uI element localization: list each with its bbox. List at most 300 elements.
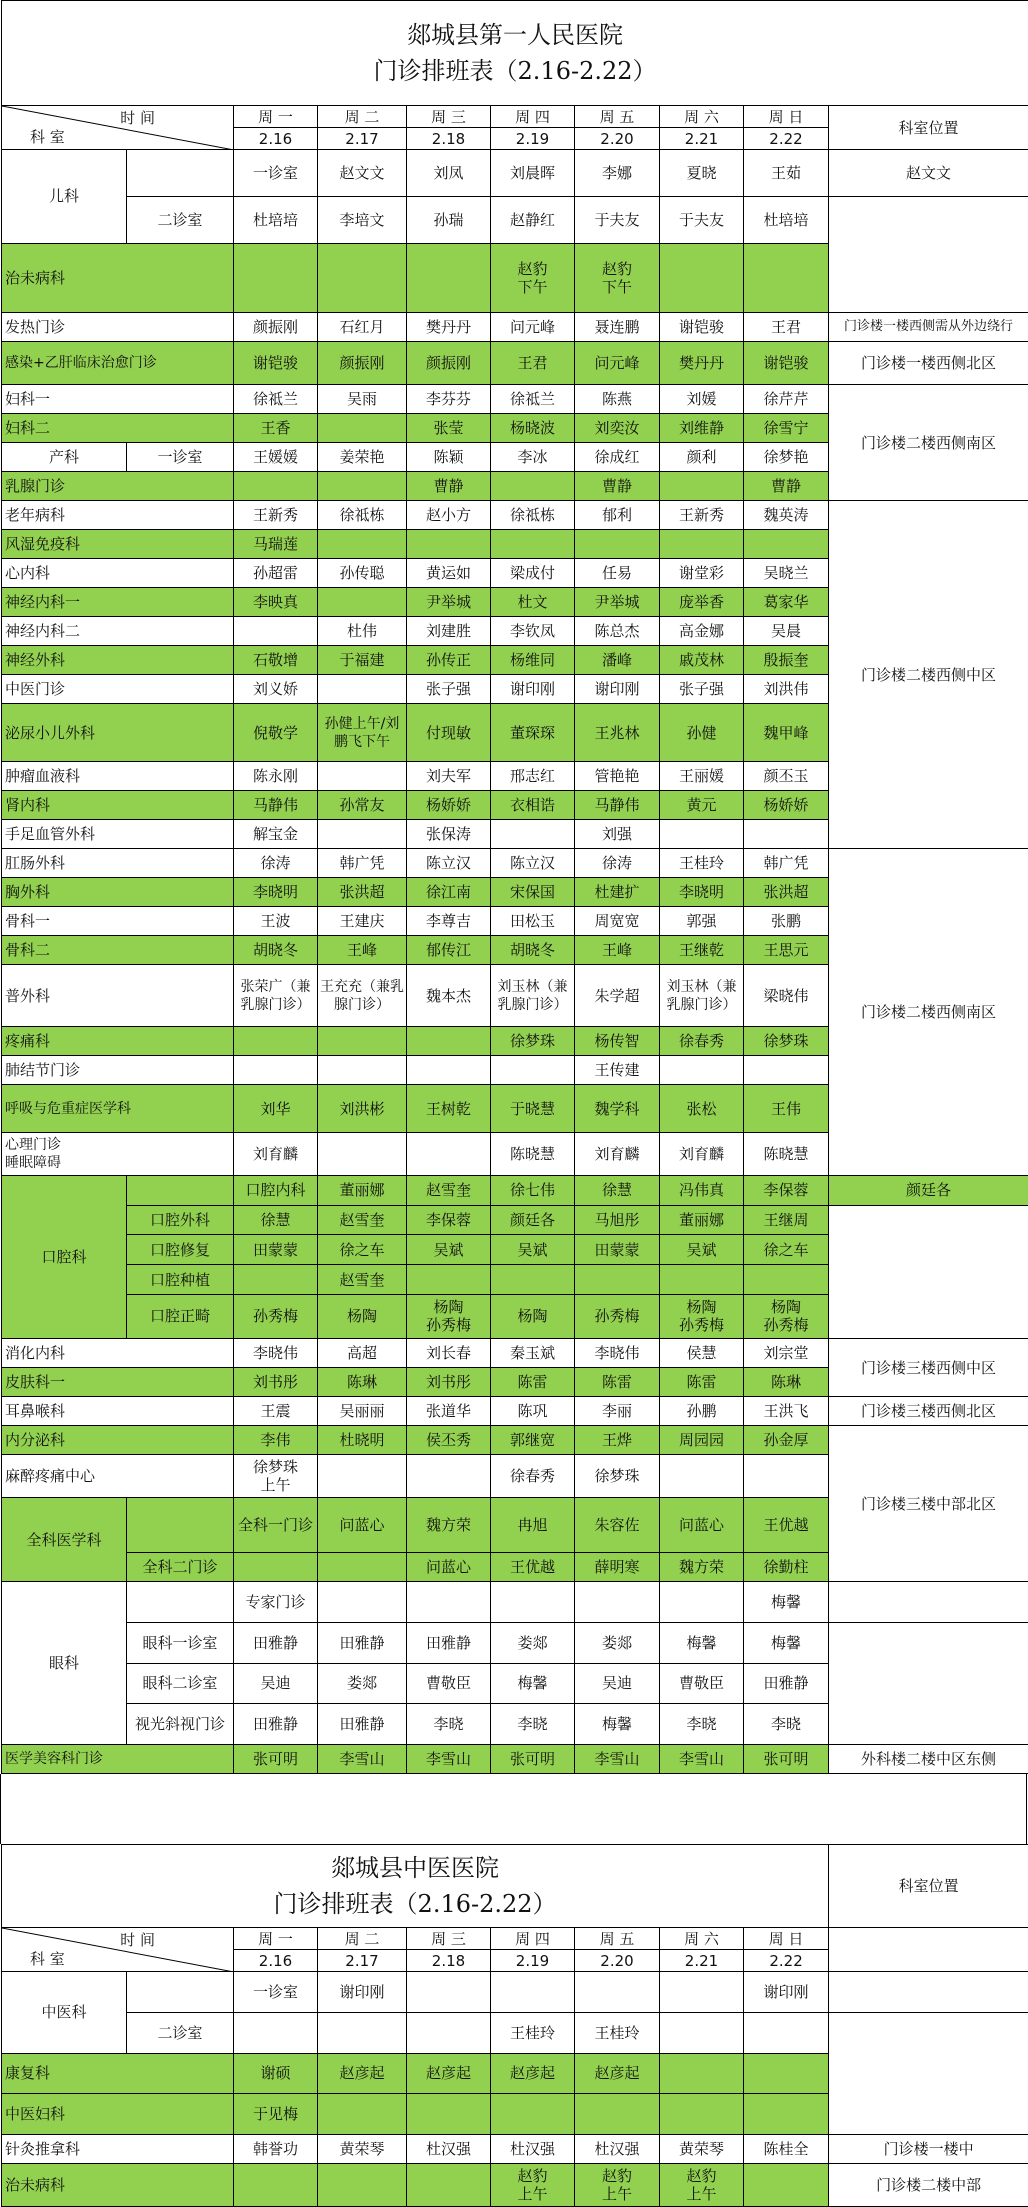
h1-sub-dept: 口腔种植	[127, 1265, 234, 1295]
h1-doctor-cell: 吴迪	[575, 1663, 660, 1704]
h1-doctor-cell: 田雅静	[407, 1622, 491, 1663]
h1-doctor-cell: 魏方荣	[660, 1553, 744, 1582]
h1-doctor-cell: 颜廷各	[491, 1205, 575, 1235]
h1-doctor-cell: 曹静	[407, 472, 491, 501]
h1-dept-name: 肺结节门诊	[2, 1056, 234, 1085]
h1-doctor-cell: 杜文	[491, 588, 575, 617]
h1-doctor-cell: 王兆林	[575, 704, 660, 762]
h1-doctor-cell	[407, 1027, 491, 1056]
h1-doctor-cell: 杨陶 孙秀梅	[660, 1294, 744, 1338]
h1-doctor-cell: 田雅静	[234, 1704, 318, 1745]
h1-doctor-cell: 郁利	[575, 501, 660, 530]
h2-doctor-cell	[575, 1972, 660, 2013]
h1-doctor-cell: 王媛媛	[234, 443, 318, 472]
h1-location-cell: 门诊楼三楼西侧北区	[829, 1397, 1028, 1426]
hospital1-schedule-table	[1, 0, 1028, 1774]
h2-doctor-cell	[491, 2094, 575, 2135]
h1-doctor-cell: 徐芹芹	[744, 385, 829, 414]
h1-sub-dept: 眼科二诊室	[127, 1663, 234, 1704]
h1-doctor-cell: 梅馨	[744, 1622, 829, 1663]
h1-doctor-cell: 王传建	[575, 1056, 660, 1085]
h1-dept-label: 科 室	[30, 128, 65, 146]
h1-doctor-cell: 王充充（兼乳腺门诊）	[318, 965, 407, 1027]
h1-doctor-cell	[407, 1455, 491, 1498]
h2-doctor-cell	[407, 2164, 491, 2207]
h2-title-cell	[2, 1845, 829, 1928]
h1-doctor-cell: 刘玉林（兼乳腺门诊）	[491, 965, 575, 1027]
h2-weekday-1: 周 一	[234, 1928, 318, 1950]
h1-doctor-cell: 娄郯	[491, 1622, 575, 1663]
h1-dept-name: 胸外科	[2, 878, 234, 907]
h1-doctor-cell: 问蓝心	[660, 1498, 744, 1553]
h1-doctor-cell: 杨陶 孙秀梅	[744, 1294, 829, 1338]
h2-dept-name	[127, 1972, 234, 2013]
h1-doctor-cell	[318, 414, 407, 443]
h1-doctor-cell: 韩广凭	[744, 849, 829, 878]
h1-doctor-cell: 张荣广（兼乳腺门诊）	[234, 965, 318, 1027]
h1-location-cell: 门诊楼三楼西侧中区	[829, 1339, 1028, 1397]
h1-sub-dept: 二诊室	[127, 196, 234, 243]
h1-doctor-cell: 庞举香	[660, 588, 744, 617]
h2-doctor-cell: 韩誉功	[234, 2135, 318, 2164]
h1-doctor-cell: 刘晨晖	[491, 150, 575, 197]
h1-doctor-cell	[318, 1582, 407, 1623]
h1-group-yanke: 眼科	[2, 1582, 127, 1745]
h1-doctor-cell: 刘媛	[660, 385, 744, 414]
h2-dept-name: 针灸推拿科	[2, 2135, 234, 2164]
h1-doctor-cell: 周园园	[660, 1426, 744, 1455]
h1-doctor-cell: 郭强	[660, 907, 744, 936]
h1-date-4: 2.19	[491, 128, 575, 150]
h1-doctor-cell: 徐祗栋	[318, 501, 407, 530]
h1-doctor-cell: 王优越	[744, 1498, 829, 1553]
h1-doctor-cell	[491, 1265, 575, 1295]
h2-doctor-cell: 杜汉强	[575, 2135, 660, 2164]
h1-doctor-cell: 陈雷	[491, 1368, 575, 1397]
h1-doctor-cell: 刘书彤	[407, 1368, 491, 1397]
h1-row	[2, 849, 1028, 878]
h1-row	[2, 1265, 1028, 1295]
h1-dept-name: 骨科一	[2, 907, 234, 936]
h1-dept-name	[127, 1582, 234, 1623]
h2-date-6: 2.21	[660, 1950, 744, 1972]
h1-doctor-cell: 徐江南	[407, 878, 491, 907]
h1-doctor-cell: 王伟	[744, 1085, 829, 1133]
h1-doctor-cell: 曹静	[575, 472, 660, 501]
h1-doctor-cell	[491, 472, 575, 501]
h2-location-header: 科室位置	[829, 1845, 1028, 1928]
h1-doctor-cell	[234, 617, 318, 646]
h2-doctor-cell	[744, 2012, 829, 2053]
h1-doctor-cell: 田雅静	[234, 1622, 318, 1663]
h1-doctor-cell: 张洪超	[318, 878, 407, 907]
h1-doctor-cell: 胡晓冬	[234, 936, 318, 965]
h1-location-cell: 外科楼二楼中区东侧	[829, 1745, 1028, 1774]
h1-dept-name: 手足血管外科	[2, 820, 234, 849]
h1-doctor-cell: 聂连鹏	[575, 313, 660, 342]
h1-doctor-cell	[234, 243, 318, 312]
h1-doctor-cell	[660, 1455, 744, 1498]
h1-doctor-cell: 孙秀梅	[575, 1294, 660, 1338]
h1-sub-dept: 口腔内科	[234, 1176, 318, 1206]
h1-doctor-cell: 田蒙蒙	[575, 1235, 660, 1265]
h1-doctor-cell: 刘玉林（兼乳腺门诊）	[660, 965, 744, 1027]
h1-doctor-cell: 徐梦珠	[744, 1027, 829, 1056]
h1-doctor-cell: 李培文	[318, 196, 407, 243]
h1-doctor-cell: 张莹	[407, 414, 491, 443]
h1-doctor-cell: 颜振刚	[234, 313, 318, 342]
h1-row	[2, 1745, 1028, 1774]
h2-dept-name: 中医妇科	[2, 2094, 234, 2135]
h1-dept-name: 呼吸与危重症医学科	[2, 1085, 234, 1133]
h1-doctor-cell: 李映真	[234, 588, 318, 617]
h1-doctor-cell	[234, 1056, 318, 1085]
h1-doctor-cell: 徐祗兰	[491, 385, 575, 414]
h1-doctor-cell: 徐祗栋	[491, 501, 575, 530]
h1-doctor-cell: 谢堂彩	[660, 559, 744, 588]
h1-location-cell: 门诊楼二楼西侧中区	[829, 501, 1028, 849]
h1-doctor-cell: 李雪山	[660, 1745, 744, 1774]
h1-doctor-cell: 刘宗堂	[744, 1339, 829, 1368]
h1-schedule-subtitle: 门诊排班表（2.16-2.22）	[3, 53, 1027, 89]
h1-doctor-cell: 吴雨	[318, 385, 407, 414]
h1-doctor-cell: 李雪山	[318, 1745, 407, 1774]
h2-date-7: 2.22	[744, 1950, 829, 1972]
h1-doctor-cell: 陈晓慧	[744, 1133, 829, 1176]
h1-doctor-cell: 郁传江	[407, 936, 491, 965]
h1-doctor-cell: 刘育麟	[234, 1133, 318, 1176]
h1-doctor-cell: 徐雪宁	[744, 414, 829, 443]
h1-doctor-cell: 梅馨	[575, 1704, 660, 1745]
h1-doctor-cell	[660, 530, 744, 559]
h1-row	[2, 1294, 1028, 1338]
h1-doctor-cell: 梅馨	[491, 1663, 575, 1704]
h1-doctor-cell	[318, 1027, 407, 1056]
h1-doctor-cell: 徐梦珠 上午	[234, 1455, 318, 1498]
h1-doctor-cell: 徐梦艳	[744, 443, 829, 472]
h1-doctor-cell: 田雅静	[744, 1663, 829, 1704]
h1-doctor-cell: 徐春秀	[660, 1027, 744, 1056]
sheet-gap	[0, 1774, 1027, 1844]
h1-doctor-cell: 孙鹏	[660, 1397, 744, 1426]
h1-doctor-cell	[234, 1265, 318, 1295]
h1-doctor-cell	[318, 762, 407, 791]
h1-time-label: 时 间	[120, 109, 155, 127]
h1-dept-name	[127, 1176, 234, 1206]
h2-doctor-cell	[318, 2012, 407, 2053]
h1-doctor-cell	[318, 243, 407, 312]
h1-doctor-cell: 吴丽丽	[318, 1397, 407, 1426]
h1-dept-name	[127, 150, 234, 197]
h1-dept-name: 老年病科	[2, 501, 234, 530]
h1-doctor-cell	[318, 588, 407, 617]
h1-doctor-cell: 于福建	[318, 646, 407, 675]
h1-row	[2, 196, 1028, 243]
h2-hospital-name: 郯城县中医医院	[3, 1850, 827, 1886]
h1-dept-name: 耳鼻喉科	[2, 1397, 234, 1426]
h2-time-label: 时 间	[120, 1931, 155, 1949]
h1-doctor-cell: 姜荣艳	[318, 443, 407, 472]
h1-doctor-cell: 薛明寒	[575, 1553, 660, 1582]
h1-doctor-cell: 董丽娜	[318, 1176, 407, 1206]
h1-dept-name: 肿瘤血液科	[2, 762, 234, 791]
h2-corner-cell	[2, 1928, 234, 1972]
h2-weekday-7: 周 日	[744, 1928, 829, 1950]
h1-doctor-cell: 刘长春	[407, 1339, 491, 1368]
h2-doctor-cell	[234, 2164, 318, 2207]
h1-doctor-cell: 孙传聪	[318, 559, 407, 588]
h1-dept-name: 消化内科	[2, 1339, 234, 1368]
h1-doctor-cell: 孙瑞	[407, 196, 491, 243]
h1-doctor-cell: 吴晓兰	[744, 559, 829, 588]
h1-dept-name: 麻醉疼痛中心	[2, 1455, 234, 1498]
h1-doctor-cell	[491, 1582, 575, 1623]
h1-doctor-cell: 李丽	[575, 1397, 660, 1426]
h2-doctor-cell: 谢硕	[234, 2053, 318, 2094]
h2-location-header-blank	[829, 1928, 1028, 1972]
h1-dept-name: 治未病科	[2, 243, 234, 312]
h1-doctor-cell: 李晓明	[660, 878, 744, 907]
h1-doctor-cell: 杜培培	[234, 196, 318, 243]
h1-doctor-cell: 田雅静	[318, 1622, 407, 1663]
h1-doctor-cell: 魏甲峰	[744, 704, 829, 762]
h1-doctor-cell: 问蓝心	[318, 1498, 407, 1553]
h1-row	[2, 1582, 1028, 1623]
h1-doctor-cell	[407, 530, 491, 559]
h1-sub-dept: 全科二门诊	[127, 1553, 234, 1582]
h1-doctor-cell: 马静伟	[234, 791, 318, 820]
h1-doctor-cell: 李娜	[575, 150, 660, 197]
h1-dept-name: 风湿免疫科	[2, 530, 234, 559]
h1-doctor-cell: 娄郯	[318, 1663, 407, 1704]
h1-doctor-cell: 徐梦珠	[491, 1027, 575, 1056]
h1-doctor-cell: 孙健上午/刘鹏飞下午	[318, 704, 407, 762]
h2-doctor-cell: 赵豹 上午	[575, 2164, 660, 2207]
h1-doctor-cell: 刘建胜	[407, 617, 491, 646]
h1-doctor-cell: 李晓	[407, 1704, 491, 1745]
h1-doctor-cell: 黄运如	[407, 559, 491, 588]
h1-row	[2, 150, 1028, 197]
h2-row	[2, 1972, 1028, 2013]
h1-doctor-cell: 王君	[744, 313, 829, 342]
h1-location-header: 科室位置	[829, 106, 1028, 150]
h1-dept-name: 内分泌科	[2, 1426, 234, 1455]
h2-doctor-cell	[234, 2012, 318, 2053]
h1-doctor-cell: 杜培培	[744, 196, 829, 243]
h1-group-erke: 儿科	[2, 150, 127, 244]
h1-doctor-cell: 刘奕汝	[575, 414, 660, 443]
h1-row	[2, 1622, 1028, 1663]
h1-doctor-cell: 颜利	[660, 443, 744, 472]
h1-dept-name: 神经内科二	[2, 617, 234, 646]
h1-doctor-cell: 梅馨	[660, 1622, 744, 1663]
h1-doctor-cell: 韩广凭	[318, 849, 407, 878]
h1-doctor-cell: 尹举城	[575, 588, 660, 617]
h1-doctor-cell: 谢铠骏	[744, 342, 829, 385]
h1-doctor-cell: 徐春秀	[491, 1455, 575, 1498]
h1-doctor-cell: 梅馨	[744, 1582, 829, 1623]
h1-doctor-cell: 徐之车	[318, 1235, 407, 1265]
h1-doctor-cell: 吴迪	[234, 1663, 318, 1704]
h2-doctor-cell	[575, 2094, 660, 2135]
h1-doctor-cell: 徐涛	[234, 849, 318, 878]
h2-doctor-cell: 赵彦起	[318, 2053, 407, 2094]
h1-doctor-cell	[407, 243, 491, 312]
h1-doctor-cell: 孙常友	[318, 791, 407, 820]
h1-doctor-cell: 徐梦珠	[575, 1455, 660, 1498]
h1-doctor-cell: 郭继宽	[491, 1426, 575, 1455]
h1-doctor-cell	[407, 1056, 491, 1085]
h1-doctor-cell	[491, 820, 575, 849]
h1-row	[2, 1426, 1028, 1455]
hospital2-schedule-table	[1, 1844, 1028, 2207]
h1-doctor-cell: 王烨	[575, 1426, 660, 1455]
h1-doctor-cell: 陈立汉	[407, 849, 491, 878]
h1-weekday-3: 周 三	[407, 106, 491, 128]
h1-weekday-7: 周 日	[744, 106, 829, 128]
h1-doctor-cell: 王继乾	[660, 936, 744, 965]
h1-doctor-cell	[318, 472, 407, 501]
h1-doctor-cell	[234, 1553, 318, 1582]
h1-doctor-cell: 刘强	[575, 820, 660, 849]
h1-doctor-cell: 杨维同	[491, 646, 575, 675]
h1-doctor-cell: 杨传智	[575, 1027, 660, 1056]
h1-doctor-cell: 王思元	[744, 936, 829, 965]
h1-doctor-cell	[234, 1027, 318, 1056]
h1-doctor-cell: 梁晓伟	[744, 965, 829, 1027]
h1-doctor-cell	[744, 1056, 829, 1085]
h1-doctor-cell: 李保蓉	[744, 1176, 829, 1206]
h1-doctor-cell: 刘育麟	[660, 1133, 744, 1176]
h1-doctor-cell: 樊丹丹	[407, 313, 491, 342]
h1-weekday-5: 周 五	[575, 106, 660, 128]
h1-doctor-cell: 孙超雷	[234, 559, 318, 588]
h1-title-row	[2, 1, 1028, 106]
h2-row	[2, 2094, 1028, 2135]
h1-doctor-cell: 杨陶	[491, 1294, 575, 1338]
h1-doctor-cell: 田蒙蒙	[234, 1235, 318, 1265]
h2-date-5: 2.20	[575, 1950, 660, 1972]
h2-doctor-cell: 赵彦起	[407, 2053, 491, 2094]
h1-date-5: 2.20	[575, 128, 660, 150]
h2-doctor-cell	[318, 2094, 407, 2135]
h1-doctor-cell: 李晓	[744, 1704, 829, 1745]
h1-dept-name: 普外科	[2, 965, 234, 1027]
h1-doctor-cell	[660, 472, 744, 501]
h1-doctor-cell: 张可明	[744, 1745, 829, 1774]
h2-schedule-subtitle: 门诊排班表（2.16-2.22）	[3, 1886, 827, 1922]
h1-doctor-cell: 高金娜	[660, 617, 744, 646]
h1-doctor-cell: 刘凤	[407, 150, 491, 197]
h1-doctor-cell: 问元峰	[491, 313, 575, 342]
h2-title-row	[2, 1845, 1028, 1928]
h1-doctor-cell: 吴斌	[491, 1235, 575, 1265]
h1-row	[2, 1339, 1028, 1368]
h1-row	[2, 501, 1028, 530]
h1-row	[2, 342, 1028, 385]
h2-doctor-cell	[660, 2012, 744, 2053]
h1-doctor-cell: 邢志红	[491, 762, 575, 791]
h1-doctor-cell: 张洪超	[744, 878, 829, 907]
h1-location-cell: 门诊楼三楼中部北区	[829, 1426, 1028, 1582]
h1-doctor-cell: 魏学科	[575, 1085, 660, 1133]
h1-sub-dept: 视光斜视门诊	[127, 1704, 234, 1745]
h1-weekday-6: 周 六	[660, 106, 744, 128]
h1-doctor-cell: 刘洪伟	[744, 675, 829, 704]
h1-doctor-cell	[829, 1582, 1028, 1623]
h1-doctor-cell: 徐勤柱	[744, 1553, 829, 1582]
h1-dept-name: 皮肤科一	[2, 1368, 234, 1397]
hospital1-sheet	[1, 0, 1028, 1774]
h1-doctor-cell: 李晓	[491, 1704, 575, 1745]
h1-location-cell: 门诊楼二楼西侧南区	[829, 385, 1028, 501]
h1-doctor-cell: 葛家华	[744, 588, 829, 617]
h2-doctor-cell: 王桂玲	[575, 2012, 660, 2053]
h1-doctor-cell: 谢铠骏	[660, 313, 744, 342]
h1-doctor-cell: 冯伟真	[660, 1176, 744, 1206]
h1-doctor-cell: 王君	[491, 342, 575, 385]
h1-doctor-cell: 颜振刚	[407, 342, 491, 385]
h1-dept-name: 妇科一	[2, 385, 234, 414]
h1-row	[2, 1663, 1028, 1704]
h1-doctor-cell: 李芬芬	[407, 385, 491, 414]
h1-weekday-1: 周 一	[234, 106, 318, 128]
h1-doctor-cell	[318, 820, 407, 849]
h2-weekday-4: 周 四	[491, 1928, 575, 1950]
hospital2-sheet	[1, 1844, 1028, 2207]
h2-row	[2, 2012, 1028, 2053]
h1-doctor-cell: 赵小方	[407, 501, 491, 530]
h1-location-cell: 门诊楼二楼西侧南区	[829, 849, 1028, 1176]
h1-doctor-cell: 王震	[234, 1397, 318, 1426]
h1-dept-name: 肛肠外科	[2, 849, 234, 878]
h1-doctor-cell: 任易	[575, 559, 660, 588]
h1-doctor-cell: 刘洪彬	[318, 1085, 407, 1133]
h1-doctor-cell: 宋保国	[491, 878, 575, 907]
h1-doctor-cell	[491, 530, 575, 559]
h1-doctor-cell: 李晓明	[234, 878, 318, 907]
h1-doctor-cell: 陈永刚	[234, 762, 318, 791]
h1-doctor-cell: 王丽媛	[660, 762, 744, 791]
h1-doctor-cell: 侯慧	[660, 1339, 744, 1368]
h1-doctor-cell: 孙传正	[407, 646, 491, 675]
h1-doctor-cell: 娄郯	[575, 1622, 660, 1663]
h1-doctor-cell: 赵雪奎	[318, 1205, 407, 1235]
h1-doctor-cell: 董丽娜	[660, 1205, 744, 1235]
h1-dept-name: 中医门诊	[2, 675, 234, 704]
h1-doctor-cell	[407, 1582, 491, 1623]
h1-doctor-cell: 徐成红	[575, 443, 660, 472]
h1-doctor-cell: 李雪山	[575, 1745, 660, 1774]
h1-doctor-cell: 刘华	[234, 1085, 318, 1133]
h1-doctor-cell: 王香	[234, 414, 318, 443]
h1-doctor-cell: 谢印刚	[575, 675, 660, 704]
h2-doctor-cell: 杜汉强	[491, 2135, 575, 2164]
h1-doctor-cell: 孙秀梅	[234, 1294, 318, 1338]
h1-doctor-cell: 胡晓冬	[491, 936, 575, 965]
h1-doctor-cell: 杨陶 孙秀梅	[407, 1294, 491, 1338]
h2-doctor-cell	[744, 2164, 829, 2207]
h1-doctor-cell: 王峰	[575, 936, 660, 965]
h1-doctor-cell: 杜建扩	[575, 878, 660, 907]
h1-doctor-cell: 潘峰	[575, 646, 660, 675]
h2-dept-label: 科 室	[30, 1950, 65, 1968]
h2-doctor-cell: 赵豹 上午	[491, 2164, 575, 2207]
h1-dept-name	[127, 1498, 234, 1553]
h1-date-3: 2.18	[407, 128, 491, 150]
h2-doctor-cell: 赵彦起	[575, 2053, 660, 2094]
h1-doctor-cell	[660, 243, 744, 312]
